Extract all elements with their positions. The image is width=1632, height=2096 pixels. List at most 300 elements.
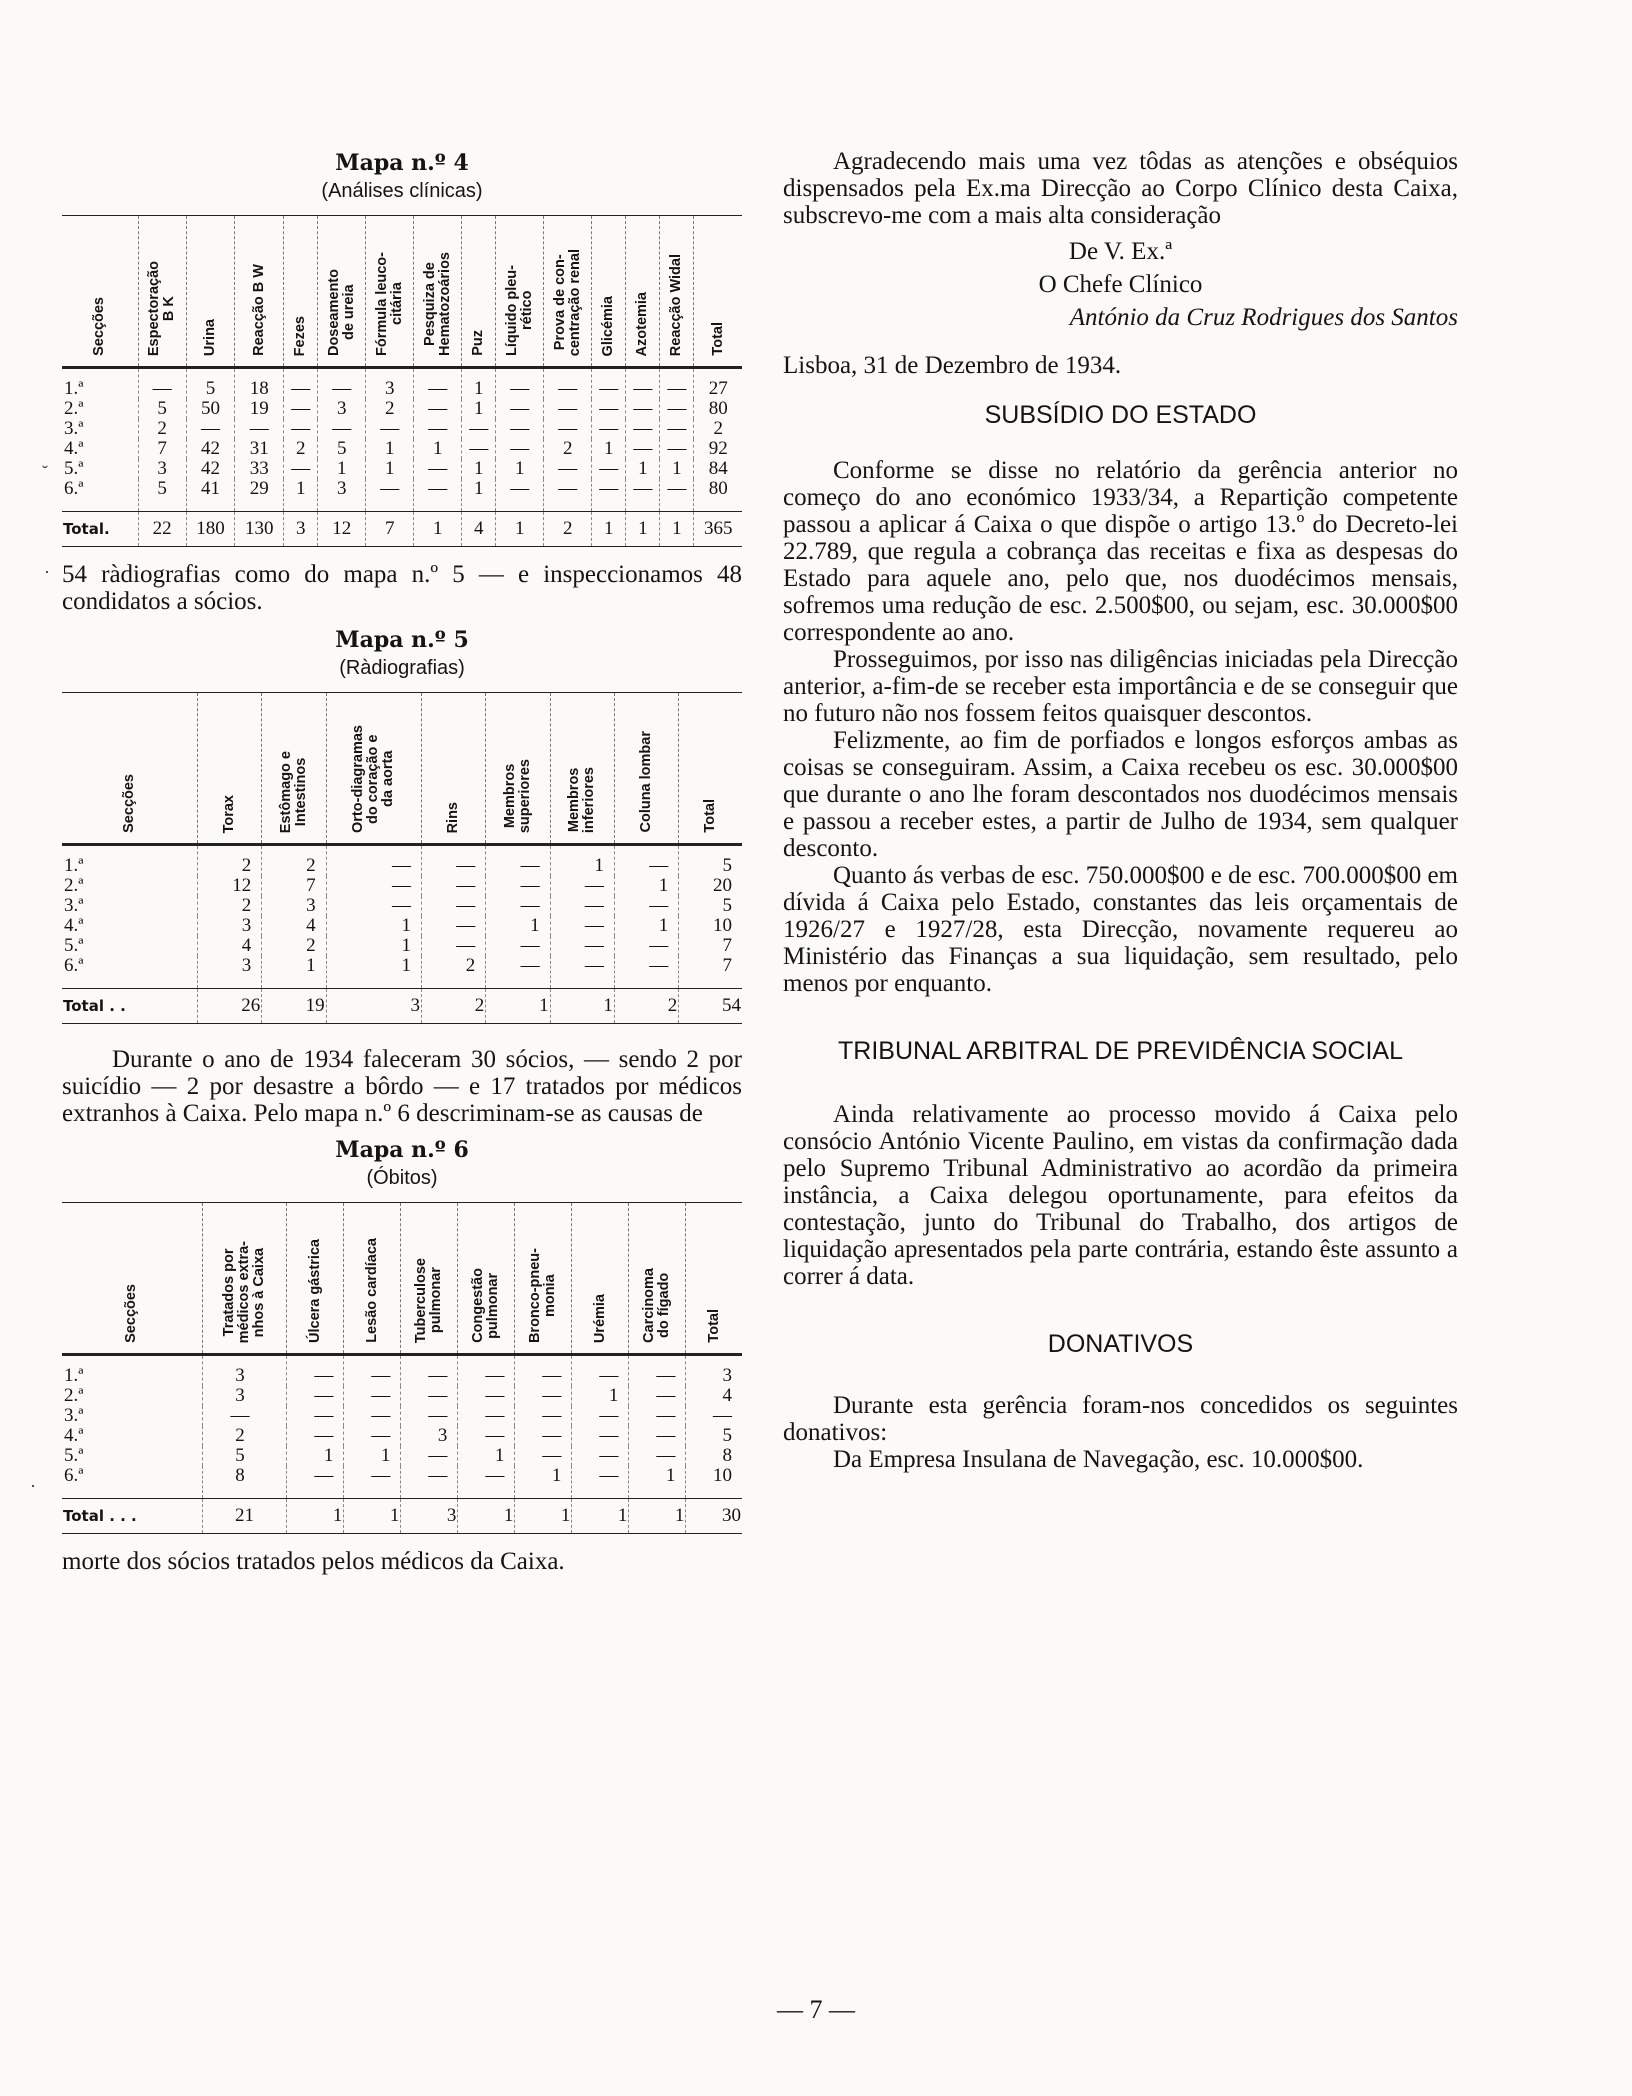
row-label: 4.ª — [64, 1425, 84, 1446]
column-header-label: Reacção Widal — [668, 253, 685, 356]
table-cell: — — [458, 1426, 515, 1446]
table-row — [62, 876, 742, 896]
table-cell: — — [614, 896, 678, 916]
column-header — [235, 216, 284, 368]
table-cell: 3 — [686, 1355, 742, 1387]
column-header-label: Total — [702, 799, 719, 833]
table-row — [62, 479, 742, 512]
text-after-map4: 54 ràdiografias como do mapa n.º 5 — e inspeccionamos 48 condidatos a sócios. — [62, 561, 742, 615]
total-cell: 130 — [235, 512, 284, 547]
table-row — [62, 419, 742, 439]
table-cell: 1 — [614, 916, 678, 936]
total-cell: 1 — [626, 512, 660, 547]
table-cell: — — [401, 1406, 458, 1426]
table-cell: — — [496, 479, 544, 512]
heading-subsidio: SUBSÍDIO DO ESTADO — [984, 401, 1257, 429]
column-header-label: Estômago e Intestinos — [277, 750, 309, 833]
total-label: Total . . — [62, 989, 198, 1024]
total-cell: 1 — [287, 1499, 344, 1534]
table-cell: — — [496, 439, 544, 459]
table-cell: 3 — [401, 1426, 458, 1446]
table-cell: 1 — [344, 1446, 401, 1466]
column-header — [550, 693, 614, 845]
table-cell: 12 — [198, 876, 262, 896]
table-cell: — — [326, 845, 421, 877]
table-cell: 3 — [198, 916, 262, 936]
table-cell: 27 — [694, 368, 742, 400]
table-cell: 3 — [366, 368, 414, 400]
mapa4-subtitle: (Análises clínicas) — [321, 180, 483, 202]
table-cell: — — [629, 1426, 686, 1446]
table-cell: — — [366, 479, 414, 512]
table-cell: — — [486, 876, 550, 896]
table-cell: — — [660, 439, 694, 459]
table-cell: 5 — [138, 399, 186, 419]
table-cell: — — [422, 916, 486, 936]
table-cell: 2 — [422, 956, 486, 989]
table-cell: 2 — [138, 419, 186, 439]
table-cell: — — [592, 419, 626, 439]
row-label: 1.ª — [64, 855, 84, 876]
table-cell: 1 — [462, 399, 496, 419]
table-cell: — — [515, 1386, 572, 1406]
table-cell: 1 — [326, 916, 421, 936]
table-cell: 1 — [462, 368, 496, 400]
table-row — [62, 1426, 742, 1446]
table-cell: — — [287, 1426, 344, 1446]
table-cell: — — [186, 419, 235, 439]
table-cell: 42 — [186, 459, 235, 479]
subsidio-paragraph-3: Felizmente, ao fim de porfiados e longos esforços ambas as coisas se conseguiram. Assim, a Caixa recebeu os esc. 30.000$00 que durante o ano lhe foram descontados nos duodécimos mensais e passou a receber estes, a partir de Julho de 1934, sem qualquer desconto. — [783, 727, 1458, 862]
text-after-map6: morte dos sócios tratados pelos médicos da Caixa. — [62, 1548, 565, 1575]
table-cell: — — [414, 419, 462, 439]
table-cell: — — [496, 419, 544, 439]
mapa5-table — [62, 692, 742, 1024]
table-cell: — — [550, 876, 614, 896]
column-header — [458, 1203, 515, 1355]
column-header-label: Pesquiza de Hematozoários — [421, 252, 453, 356]
table-cell: 2 — [544, 439, 592, 459]
signature-name: António da Cruz Rodrigues dos Santos — [1069, 304, 1458, 331]
column-header-label: Puz — [470, 330, 487, 356]
table-row — [62, 936, 742, 956]
table-row — [62, 1406, 742, 1426]
total-cell: 26 — [198, 989, 262, 1024]
table-cell: 1 — [592, 439, 626, 459]
donativos-paragraph-1: Durante esta gerência foram-nos concedidos os seguintes donativos: — [783, 1392, 1458, 1446]
column-header — [462, 216, 496, 368]
row-label: 3.ª — [64, 418, 84, 439]
table-cell: — — [422, 845, 486, 877]
table-cell: — — [401, 1466, 458, 1499]
heading-donativos: DONATIVOS — [1047, 1330, 1194, 1358]
column-header-label: Úlcera gástrica — [306, 1239, 323, 1343]
table-cell: 5 — [186, 368, 235, 400]
table-cell: — — [592, 459, 626, 479]
row-label: 4.ª — [64, 915, 84, 936]
column-header-label: Torax — [221, 794, 238, 833]
table-cell: 80 — [694, 399, 742, 419]
table-cell: — — [344, 1466, 401, 1499]
column-header-label: Carcinoma do fígado — [641, 1268, 673, 1343]
column-header — [679, 693, 742, 845]
table-cell: — — [462, 439, 496, 459]
table-cell: — — [284, 419, 318, 439]
table-cell: 3 — [202, 1386, 287, 1406]
column-header-label: Total — [709, 322, 726, 356]
table-cell: 2 — [366, 399, 414, 419]
row-label: 1.ª — [64, 1365, 84, 1386]
table-cell: — — [515, 1446, 572, 1466]
table-cell: — — [401, 1446, 458, 1466]
column-header-label: Reacção B W — [250, 264, 267, 356]
table-cell: — — [344, 1406, 401, 1426]
column-header — [138, 216, 186, 368]
table-cell: 3 — [138, 459, 186, 479]
table-cell: — — [550, 936, 614, 956]
table-cell: — — [626, 399, 660, 419]
table-row — [62, 1355, 742, 1387]
table-cell: — — [284, 459, 318, 479]
table-cell: — — [401, 1355, 458, 1387]
table-cell: 41 — [186, 479, 235, 512]
mapa6-table — [62, 1202, 742, 1534]
row-label: 5.ª — [64, 935, 84, 956]
column-header — [287, 1203, 344, 1355]
intro-paragraph: Agradecendo mais uma vez tôdas as atenções e obséquios dispensados pela Ex.ma Direcção ao Corpo Clínico desta Caixa, subscrevo-me com a mais alta consideração — [783, 148, 1458, 229]
table-cell: — — [422, 936, 486, 956]
table-cell: 5 — [679, 845, 742, 877]
table-cell: — — [626, 439, 660, 459]
table-row — [62, 399, 742, 419]
table-cell: — — [629, 1446, 686, 1466]
table-cell: 1 — [458, 1446, 515, 1466]
row-label: 3.ª — [64, 895, 84, 916]
table-cell: 5 — [202, 1446, 287, 1466]
column-header — [186, 216, 235, 368]
total-row — [62, 1499, 742, 1534]
row-label: 6.ª — [64, 1465, 84, 1486]
table-cell: 1 — [326, 936, 421, 956]
table-cell: 7 — [679, 936, 742, 956]
table-cell: — — [686, 1406, 742, 1426]
table-cell: — — [614, 956, 678, 989]
table-cell: 2 — [284, 439, 318, 459]
table-row — [62, 845, 742, 877]
left-column — [62, 150, 742, 1575]
column-header-label: Bronco-pneu- monia — [527, 1247, 559, 1343]
column-header — [422, 693, 486, 845]
table-cell: 31 — [235, 439, 284, 459]
table-cell: 19 — [235, 399, 284, 419]
table-cell: — — [626, 368, 660, 400]
total-cell: 19 — [262, 989, 326, 1024]
table-cell: — — [235, 419, 284, 439]
subsidio-paragraph-4: Quanto ás verbas de esc. 750.000$00 e de esc. 700.000$00 em dívida á Caixa pelo Estado, constantes das leis orçamentais de 1926/27 e 1927/28, esta Direcção, novamente requereu ao Ministério das Finanças a sua liquidação, sem resultado, pelo menos por enquanto. — [783, 862, 1458, 997]
table-cell: 29 — [235, 479, 284, 512]
table-cell: — — [515, 1406, 572, 1426]
table-cell: — — [287, 1466, 344, 1499]
table-cell: — — [458, 1355, 515, 1387]
table-cell: — — [626, 479, 660, 512]
column-header-label: Orto-diagramas do coração e da aorta — [350, 725, 397, 833]
table-cell: 1 — [462, 459, 496, 479]
table-cell: — — [544, 459, 592, 479]
column-header-label: Azotemia — [634, 291, 651, 356]
table-cell: — — [626, 419, 660, 439]
table-cell: — — [344, 1355, 401, 1387]
row-label: 2.ª — [64, 1385, 84, 1406]
table-cell: 7 — [679, 956, 742, 989]
table-cell: — — [422, 876, 486, 896]
signature-role: O Chefe Clínico — [1038, 271, 1203, 298]
row-label: 5.ª — [64, 1445, 84, 1466]
heading-tribunal: TRIBUNAL ARBITRAL DE PREVIDÊNCIA SOCIAL — [838, 1037, 1403, 1065]
table-cell: — — [287, 1406, 344, 1426]
table-cell: 42 — [186, 439, 235, 459]
column-header — [284, 216, 318, 368]
column-header — [515, 1203, 572, 1355]
column-header — [318, 216, 366, 368]
column-header — [366, 216, 414, 368]
total-cell: 3 — [284, 512, 318, 547]
column-header — [496, 216, 544, 368]
column-header — [694, 216, 742, 368]
row-label: 6.ª — [64, 478, 84, 499]
table-cell: — — [138, 368, 186, 400]
column-header-label: Glicémia — [600, 295, 617, 356]
table-cell: 84 — [694, 459, 742, 479]
table-cell: 1 — [318, 459, 366, 479]
table-cell: 7 — [262, 876, 326, 896]
row-label: 5.ª — [64, 458, 84, 479]
mapa5-subtitle: (Ràdiografias) — [339, 657, 465, 679]
column-header — [572, 1203, 629, 1355]
table-cell: — — [422, 896, 486, 916]
table-cell: — — [287, 1355, 344, 1387]
table-cell: 1 — [660, 459, 694, 479]
text-after-map5: Durante o ano de 1934 faleceram 30 sócios, — sendo 2 por suicídio — 2 por desastre a bôrdo — e 17 tratados por médicos extranhos à Caixa. Pelo mapa n.º 6 descriminam-se as causas de — [62, 1046, 742, 1127]
table-cell: — — [496, 399, 544, 419]
table-cell: 10 — [686, 1466, 742, 1499]
column-header — [660, 216, 694, 368]
column-header-label: Secções — [123, 1284, 140, 1343]
table-row — [62, 439, 742, 459]
table-cell: 1 — [626, 459, 660, 479]
column-header-label: Membros inferiores — [566, 766, 598, 833]
row-label: 6.ª — [64, 955, 84, 976]
table-cell: — — [550, 956, 614, 989]
table-cell: 1 — [462, 479, 496, 512]
table-cell: — — [202, 1406, 287, 1426]
table-cell: — — [550, 896, 614, 916]
total-cell: 4 — [462, 512, 496, 547]
total-cell: 7 — [366, 512, 414, 547]
column-header-label: Congestão pulmonar — [470, 1268, 502, 1343]
column-header — [62, 1203, 202, 1355]
table-cell: — — [629, 1355, 686, 1387]
table-cell: — — [660, 419, 694, 439]
right-column — [783, 148, 1458, 1473]
column-header-label: Urina — [202, 318, 219, 356]
table-cell: — — [458, 1406, 515, 1426]
table-cell: — — [344, 1386, 401, 1406]
column-header-label: Lesão cardíaca — [363, 1238, 380, 1343]
table-cell: — — [486, 936, 550, 956]
table-cell: 1 — [550, 845, 614, 877]
total-cell: 1 — [629, 1499, 686, 1534]
table-row — [62, 916, 742, 936]
column-header-label: Secções — [121, 774, 137, 833]
table-cell: — — [496, 368, 544, 400]
margin-dot: · — [30, 1476, 36, 1496]
column-header — [401, 1203, 458, 1355]
table-cell: 4 — [198, 936, 262, 956]
margin-dot: · — [44, 562, 50, 582]
table-cell: 5 — [318, 439, 366, 459]
table-cell: 1 — [366, 439, 414, 459]
column-header — [198, 693, 262, 845]
table-cell: 4 — [262, 916, 326, 936]
total-cell: 365 — [694, 512, 742, 547]
page-number: — 7 — — [777, 1995, 855, 2024]
table-row — [62, 368, 742, 400]
table-cell: 8 — [686, 1446, 742, 1466]
table-row — [62, 1446, 742, 1466]
total-cell: 2 — [422, 989, 486, 1024]
table-cell: — — [414, 459, 462, 479]
total-cell: 12 — [318, 512, 366, 547]
table-cell: 92 — [694, 439, 742, 459]
table-cell: — — [401, 1386, 458, 1406]
mapa6-title: Mapa n.º 6 — [335, 1137, 469, 1163]
row-label: 1.ª — [64, 378, 84, 399]
total-cell: 3 — [326, 989, 421, 1024]
column-header — [62, 693, 198, 845]
table-cell: 1 — [287, 1446, 344, 1466]
column-header-label: Líquido pleu- rético — [503, 264, 535, 356]
column-header-label: Membros superiores — [501, 758, 533, 833]
column-header-label: Coluna lombar — [638, 731, 655, 833]
table-cell: 3 — [318, 399, 366, 419]
table-cell: — — [344, 1426, 401, 1446]
table-cell: 2 — [198, 845, 262, 877]
table-cell: — — [572, 1406, 629, 1426]
table-cell: 2 — [694, 419, 742, 439]
table-cell: — — [544, 399, 592, 419]
total-label: Total. — [62, 512, 138, 547]
table-cell: — — [572, 1446, 629, 1466]
column-header-label: Espectoração B K — [146, 260, 178, 356]
table-cell: — — [544, 368, 592, 400]
signature-block — [783, 235, 1458, 334]
table-cell: — — [592, 479, 626, 512]
total-cell: 180 — [186, 512, 235, 547]
table-row — [62, 896, 742, 916]
table-cell: — — [614, 845, 678, 877]
table-cell: 5 — [138, 479, 186, 512]
table-cell: 1 — [572, 1386, 629, 1406]
table-cell: — — [660, 399, 694, 419]
column-header — [202, 1203, 287, 1355]
total-cell: 1 — [344, 1499, 401, 1534]
total-cell: 1 — [414, 512, 462, 547]
table-cell: 1 — [496, 459, 544, 479]
table-cell: 1 — [284, 479, 318, 512]
column-header — [686, 1203, 742, 1355]
table-cell: 5 — [686, 1426, 742, 1446]
total-cell: 30 — [686, 1499, 742, 1534]
table-row — [62, 459, 742, 479]
table-cell: — — [572, 1466, 629, 1499]
table-cell: — — [287, 1386, 344, 1406]
table-cell: — — [414, 368, 462, 400]
donativos-paragraph-2: Da Empresa Insulana de Navegação, esc. 10.000$00. — [833, 1446, 1364, 1473]
table-cell: — — [592, 368, 626, 400]
column-header-label: Rins — [445, 801, 462, 833]
table-cell: 18 — [235, 368, 284, 400]
total-cell: 1 — [592, 512, 626, 547]
total-row — [62, 512, 742, 547]
table-cell: — — [572, 1355, 629, 1387]
table-cell: — — [318, 419, 366, 439]
mapa4-table — [62, 215, 742, 547]
table-cell: 5 — [679, 896, 742, 916]
table-cell: 3 — [202, 1355, 287, 1387]
table-cell: 1 — [414, 439, 462, 459]
table-cell: — — [660, 368, 694, 400]
table-cell: — — [629, 1406, 686, 1426]
total-cell: 1 — [572, 1499, 629, 1534]
table-cell: — — [414, 399, 462, 419]
total-cell: 21 — [202, 1499, 287, 1534]
total-label: Total . . . — [62, 1499, 202, 1534]
column-header-label: Urémia — [591, 1293, 608, 1343]
table-cell: 3 — [262, 896, 326, 916]
table-cell: — — [515, 1355, 572, 1387]
table-cell: 3 — [198, 956, 262, 989]
table-cell: 20 — [679, 876, 742, 896]
total-cell: 1 — [458, 1499, 515, 1534]
column-header-label: Secções — [91, 297, 108, 356]
column-header-label: Fezes — [292, 315, 309, 356]
mapa6-subtitle: (Óbitos) — [366, 1167, 438, 1189]
table-cell: 10 — [679, 916, 742, 936]
table-cell: 1 — [486, 916, 550, 936]
table-cell: — — [326, 876, 421, 896]
table-cell: — — [486, 896, 550, 916]
row-label: 2.ª — [64, 398, 84, 419]
table-row — [62, 1466, 742, 1499]
total-cell: 1 — [660, 512, 694, 547]
total-cell: 22 — [138, 512, 186, 547]
column-header-label: Prova de con- centração renal — [551, 248, 583, 356]
table-cell: — — [284, 399, 318, 419]
table-cell: — — [515, 1426, 572, 1446]
column-header — [326, 693, 421, 845]
subsidio-paragraph-1: Conforme se disse no relatório da gerência anterior no começo do ano económico 1933/34, a Repartição competente passou a aplicar á Caixa o que dispõe o artigo 13.º do Decreto-lei 22.789, que regula a cobrança das receitas e fixa as despesas do Estado para aquele ano, pelo que, nos duodécimos mensais, sofremos uma redução de esc. 2.500$00, ou sejam, esc. 30.000$00 correspondente ao ano. — [783, 457, 1458, 646]
margin-dot: ˘ — [42, 462, 48, 482]
table-cell: 1 — [614, 876, 678, 896]
column-header — [262, 693, 326, 845]
table-cell: — — [414, 479, 462, 512]
table-cell: — — [284, 368, 318, 400]
table-cell: — — [629, 1386, 686, 1406]
table-cell: 2 — [262, 845, 326, 877]
subsidio-paragraph-2: Prosseguimos, por isso nas diligências iniciadas pela Direcção anterior, a-fim-de se receber esta importância e de se conseguir que no futuro não nos fossem feitos quaisquer descontos. — [783, 646, 1458, 727]
column-header — [344, 1203, 401, 1355]
total-row — [62, 989, 742, 1024]
